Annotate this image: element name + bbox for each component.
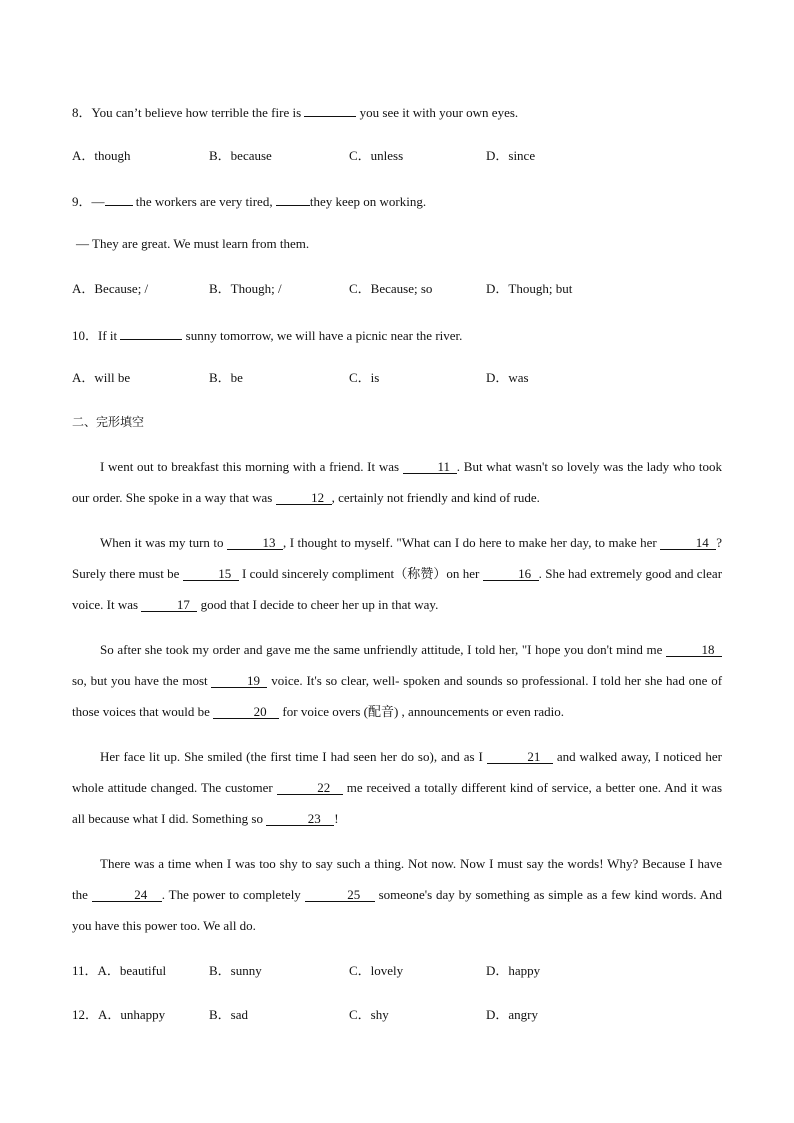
q9-reply: — They are great. We must learn from them.	[76, 236, 310, 251]
q10-stem-part-b: sunny tomorrow, we will have a picnic near the river.	[185, 328, 463, 343]
q8-stem-part-b: you see it with your own eyes.	[359, 105, 519, 120]
p4-text-c: noticed her whole attitude changed. The customer	[72, 749, 722, 795]
question-9-stem	[72, 192, 426, 210]
q12-option-c: C．shy	[349, 1007, 389, 1022]
q11-option-d: D．happy	[486, 963, 541, 978]
section-title-cloze: 二、完形填空	[72, 415, 145, 429]
cloze-blank-14: 14	[660, 536, 716, 550]
q11-option-c: C．lovely	[349, 963, 404, 978]
p5-text-d: someone's day by something as simple as a few kind	[378, 887, 658, 902]
p1-text-a: I went out to breakfast this morning with a friend. It was	[100, 459, 400, 474]
q9-option-b: B．Though; /	[209, 281, 282, 296]
q8-stem-part-a: 8．You can’t believe how terrible the fire is	[72, 105, 302, 120]
q10-stem-part-a: 10．If it	[72, 328, 118, 343]
cloze-blank-20: 20	[213, 705, 279, 719]
cloze-blank-12: 12	[276, 491, 332, 505]
cloze-blank-24: 24	[92, 888, 162, 902]
p4-text-a: Her face lit up. She smiled (the first time I had seen her do so), and as I	[100, 749, 483, 764]
cloze-blank-15: 15	[183, 567, 239, 581]
q9-stem-part-c: they keep on working.	[309, 194, 427, 209]
p2-text-e: . She had	[538, 566, 587, 581]
p3-text-d: her she had one of those voices that would be	[72, 673, 723, 719]
q12-option-a: 12．A．unhappy	[72, 1007, 166, 1022]
q10-option-a: A．will be	[72, 370, 131, 385]
p4-text-e: better one. And it was all because what I did. Something so	[72, 780, 723, 826]
cloze-blank-25: 25	[305, 888, 375, 902]
passage-paragraph-1	[72, 451, 722, 513]
p4-text-b: and walked away, I	[556, 749, 660, 764]
p4-text-f: !	[334, 811, 339, 826]
p2-text-b: , I thought to myself. "What can I do here to make her day, to make her	[283, 535, 657, 550]
p3-text-c: voice. It's so clear, well- spoken and sounds so professional. I told	[271, 673, 621, 688]
p1-text-c: who took our order. She spoke in a way that was	[72, 459, 723, 505]
p2-text-f: extremely good and clear voice. It was	[72, 566, 723, 612]
q12-option-d: D．angry	[486, 1007, 538, 1022]
cloze-blank-18: 18	[666, 643, 722, 657]
passage-paragraph-2	[72, 527, 722, 620]
q8-option-d: D．since	[486, 148, 536, 163]
cloze-blank-22: 22	[277, 781, 343, 795]
q8-option-c: C．unless	[349, 148, 404, 163]
q9-option-a: A．Because; /	[72, 281, 149, 296]
question-8-stem	[72, 103, 518, 121]
cloze-blank-19: 19	[211, 674, 267, 688]
q10-option-c: C．is	[349, 370, 380, 385]
question-10-stem	[72, 326, 462, 344]
q11-option-a: 11．A．beautiful	[72, 963, 167, 978]
cloze-blank-23: 23	[266, 812, 334, 826]
q8-option-a: A．though	[72, 148, 131, 163]
passage-paragraph-3	[72, 634, 722, 727]
cloze-blank-11: 11	[403, 460, 457, 474]
passage-paragraph-4	[72, 741, 722, 834]
q9-blank-2	[276, 192, 310, 206]
q9-stem-part-a: 9．—	[72, 194, 105, 209]
p2-text-c: ? Surely there must be	[72, 535, 723, 581]
p5-text-e: words. And you have this power too. We all do.	[72, 887, 723, 933]
p5-text-c: . The power to completely	[161, 887, 301, 902]
p2-text-d: I could sincerely compliment（称赞）on her	[242, 566, 480, 581]
q10-blank	[120, 326, 182, 340]
p3-text-e: for voice overs (配音) , announcements or even radio.	[282, 704, 564, 719]
p1-text-b: . But what wasn't so lovely was the lady	[456, 459, 670, 474]
q11-option-b: B．sunny	[209, 963, 262, 978]
p3-text-a: So after she took my order and gave me the same unfriendly attitude, I told her, "I hope you don't mind me	[100, 642, 663, 657]
cloze-blank-21: 21	[487, 750, 553, 764]
p1-text-d: , certainly not friendly and kind of rude.	[331, 490, 540, 505]
p2-text-a: When it was my turn to	[100, 535, 224, 550]
p5-text-a: There was a time when I was too shy to say such a thing. Not now. Now I must say the words! Why? Because	[100, 856, 686, 871]
q10-option-d: D．was	[486, 370, 529, 385]
cloze-blank-13: 13	[227, 536, 283, 550]
q8-option-b: B．because	[209, 148, 272, 163]
p4-text-d: me received a totally different kind of service, a	[346, 780, 602, 795]
cloze-blank-17: 17	[141, 598, 197, 612]
p3-text-b: so, but you have the most	[72, 673, 208, 688]
q9-option-c: C．Because; so	[349, 281, 433, 296]
q9-blank-1	[105, 192, 133, 206]
q8-blank	[304, 103, 356, 117]
p2-text-g: good that I decide to cheer her up in that way.	[200, 597, 439, 612]
passage-paragraph-5	[72, 848, 722, 941]
q10-option-b: B．be	[209, 370, 243, 385]
p5-text-b: I have the	[72, 856, 723, 902]
q9-option-d: D．Though; but	[486, 281, 573, 296]
q12-option-b: B．sad	[209, 1007, 249, 1022]
cloze-blank-16: 16	[483, 567, 539, 581]
q9-stem-part-b: the workers are very tired,	[135, 194, 273, 209]
